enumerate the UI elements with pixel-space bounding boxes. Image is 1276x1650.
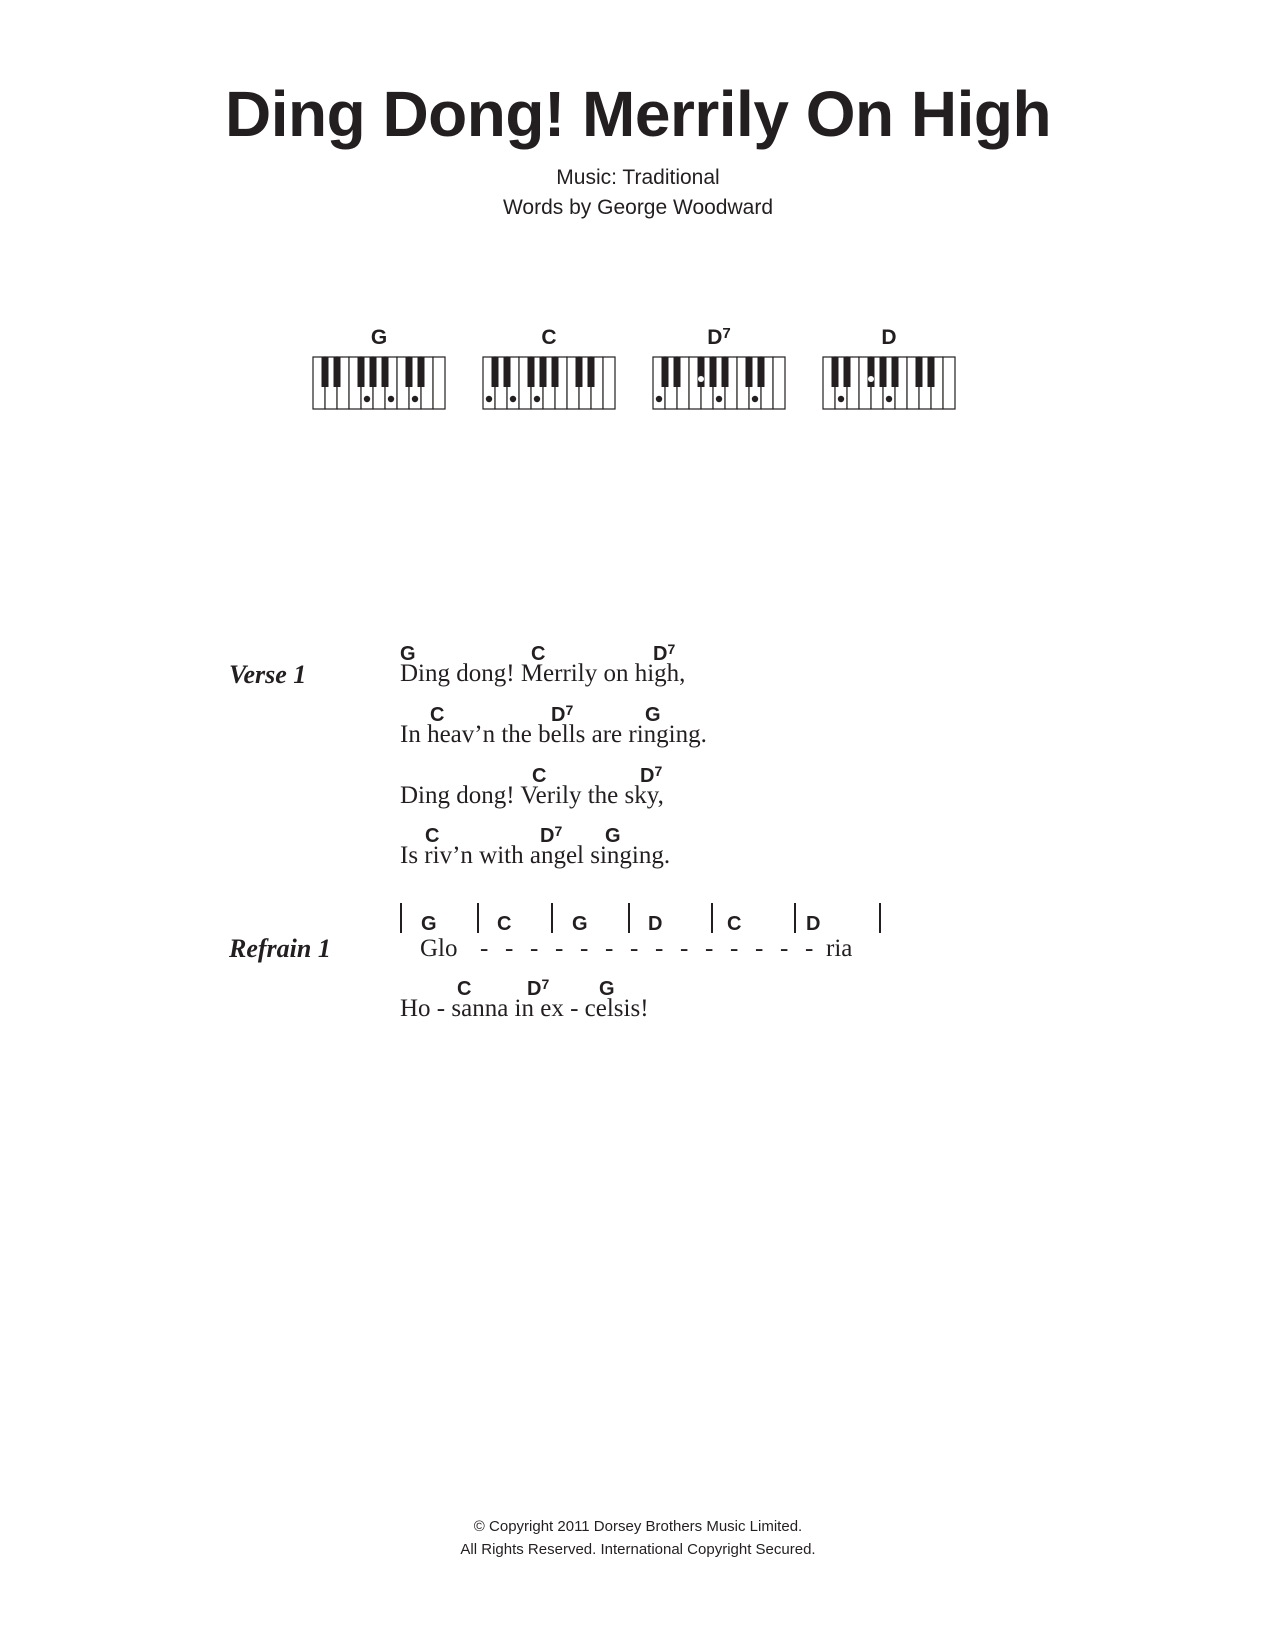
black-key [674, 357, 681, 387]
key-dot [486, 396, 492, 402]
verse-label: Verse 1 [229, 660, 307, 689]
refrain-ria: ria [826, 935, 853, 962]
black-key [504, 357, 511, 387]
chord-label: G [400, 643, 416, 665]
lyric-line: Is riv’n with angel singing. [400, 842, 671, 869]
chord-label: C [531, 643, 546, 665]
copyright-line: © Copyright 2011 Dorsey Brothers Music Limited. [473, 1518, 803, 1535]
white-key [603, 357, 615, 409]
lyric-line: Ho - sanna in ex - celsis! [400, 995, 649, 1022]
black-key [334, 357, 341, 387]
music-credit: Music: Traditional [556, 166, 720, 189]
black-key [406, 357, 413, 387]
chord-label: $D^7$ [551, 702, 574, 726]
black-key [746, 357, 753, 387]
chord-label: $D^7$ [540, 823, 563, 847]
refrain-dash: - [505, 935, 514, 962]
key-dot [510, 396, 516, 402]
words-credit: Words by George Woodward [502, 196, 774, 219]
chord-diagram-name: G [370, 326, 388, 349]
black-key [358, 357, 365, 387]
chord-label: $D^7$ [640, 763, 663, 787]
black-key [880, 357, 887, 387]
bar-line [400, 903, 402, 933]
black-key [370, 357, 377, 387]
refrain-dash: - [530, 935, 539, 962]
white-key [773, 357, 785, 409]
refrain-dash: - [780, 935, 789, 962]
black-key [710, 357, 717, 387]
chord-label: C [457, 978, 472, 1000]
black-key [492, 357, 499, 387]
chord-label: G [645, 704, 661, 726]
keyboard-diagram [312, 356, 446, 412]
bar-chord: G [572, 913, 588, 935]
chord-diagram-name: D [881, 326, 897, 349]
chord-label: C [532, 765, 547, 787]
key-dot [364, 396, 370, 402]
chord-label: G [605, 825, 621, 847]
bar-line [711, 903, 713, 933]
lyric-line: In heav’n the bells are ringing. [400, 721, 707, 748]
lyric-line: Ding dong! Merrily on high, [400, 660, 686, 687]
chord-diagram-name: D [707, 326, 723, 349]
chord-label: $D^7$ [653, 641, 676, 665]
key-dot [388, 396, 394, 402]
black-key [382, 357, 389, 387]
bar-line [879, 903, 881, 933]
black-key [322, 357, 329, 387]
refrain-dash: - [555, 935, 564, 962]
bar-line [551, 903, 553, 933]
song-title: Ding Dong! Merrily On High [224, 78, 1052, 150]
black-key [844, 357, 851, 387]
keyboard-diagram [482, 356, 616, 412]
black-key [698, 357, 705, 387]
refrain-dash: - [605, 935, 614, 962]
rights-line: All Rights Reserved. International Copyright Secured. [460, 1541, 816, 1558]
bar-chord: G [421, 913, 437, 935]
black-key [576, 357, 583, 387]
black-key [528, 357, 535, 387]
chord-label: C [425, 825, 440, 847]
chord-label: G [599, 978, 615, 1000]
lyric-line: Ding dong! Verily the sky, [400, 782, 664, 809]
black-key [832, 357, 839, 387]
black-key [552, 357, 559, 387]
black-key [928, 357, 935, 387]
chord-label: $D^7$ [527, 976, 550, 1000]
refrain-dash: - [630, 935, 639, 962]
refrain-glo: Glo [420, 935, 458, 962]
refrain-label: Refrain 1 [229, 934, 331, 963]
chord-label: C [430, 704, 445, 726]
white-key [433, 357, 445, 409]
key-dot [838, 396, 844, 402]
chord-diagram-sup: 7 [722, 325, 731, 342]
black-key [916, 357, 923, 387]
black-key [868, 357, 875, 387]
key-dot [886, 396, 892, 402]
black-key-dot [868, 376, 874, 382]
refrain-dash: - [680, 935, 689, 962]
refrain-dash: - [730, 935, 739, 962]
key-dot [412, 396, 418, 402]
black-key-dot [698, 376, 704, 382]
key-dot [656, 396, 662, 402]
bar-line [628, 903, 630, 933]
key-dot [534, 396, 540, 402]
bar-chord: C [497, 913, 512, 935]
refrain-dash: - [655, 935, 664, 962]
refrain-dash: - [805, 935, 814, 962]
refrain-dash: - [705, 935, 714, 962]
bar-line [477, 903, 479, 933]
keyboard-diagram [822, 356, 956, 412]
black-key [892, 357, 899, 387]
black-key [662, 357, 669, 387]
keyboard-diagram [652, 356, 786, 412]
black-key [588, 357, 595, 387]
black-key [418, 357, 425, 387]
key-dot [752, 396, 758, 402]
bar-chord: D [806, 913, 821, 935]
white-key [943, 357, 955, 409]
bar-chord: C [727, 913, 742, 935]
black-key [758, 357, 765, 387]
black-key [722, 357, 729, 387]
bar-chord: D [648, 913, 663, 935]
refrain-dash: - [480, 935, 489, 962]
bar-line [794, 903, 796, 933]
refrain-dash: - [580, 935, 589, 962]
refrain-dash: - [755, 935, 764, 962]
chord-diagram-name: C [541, 326, 557, 349]
key-dot [716, 396, 722, 402]
black-key [540, 357, 547, 387]
